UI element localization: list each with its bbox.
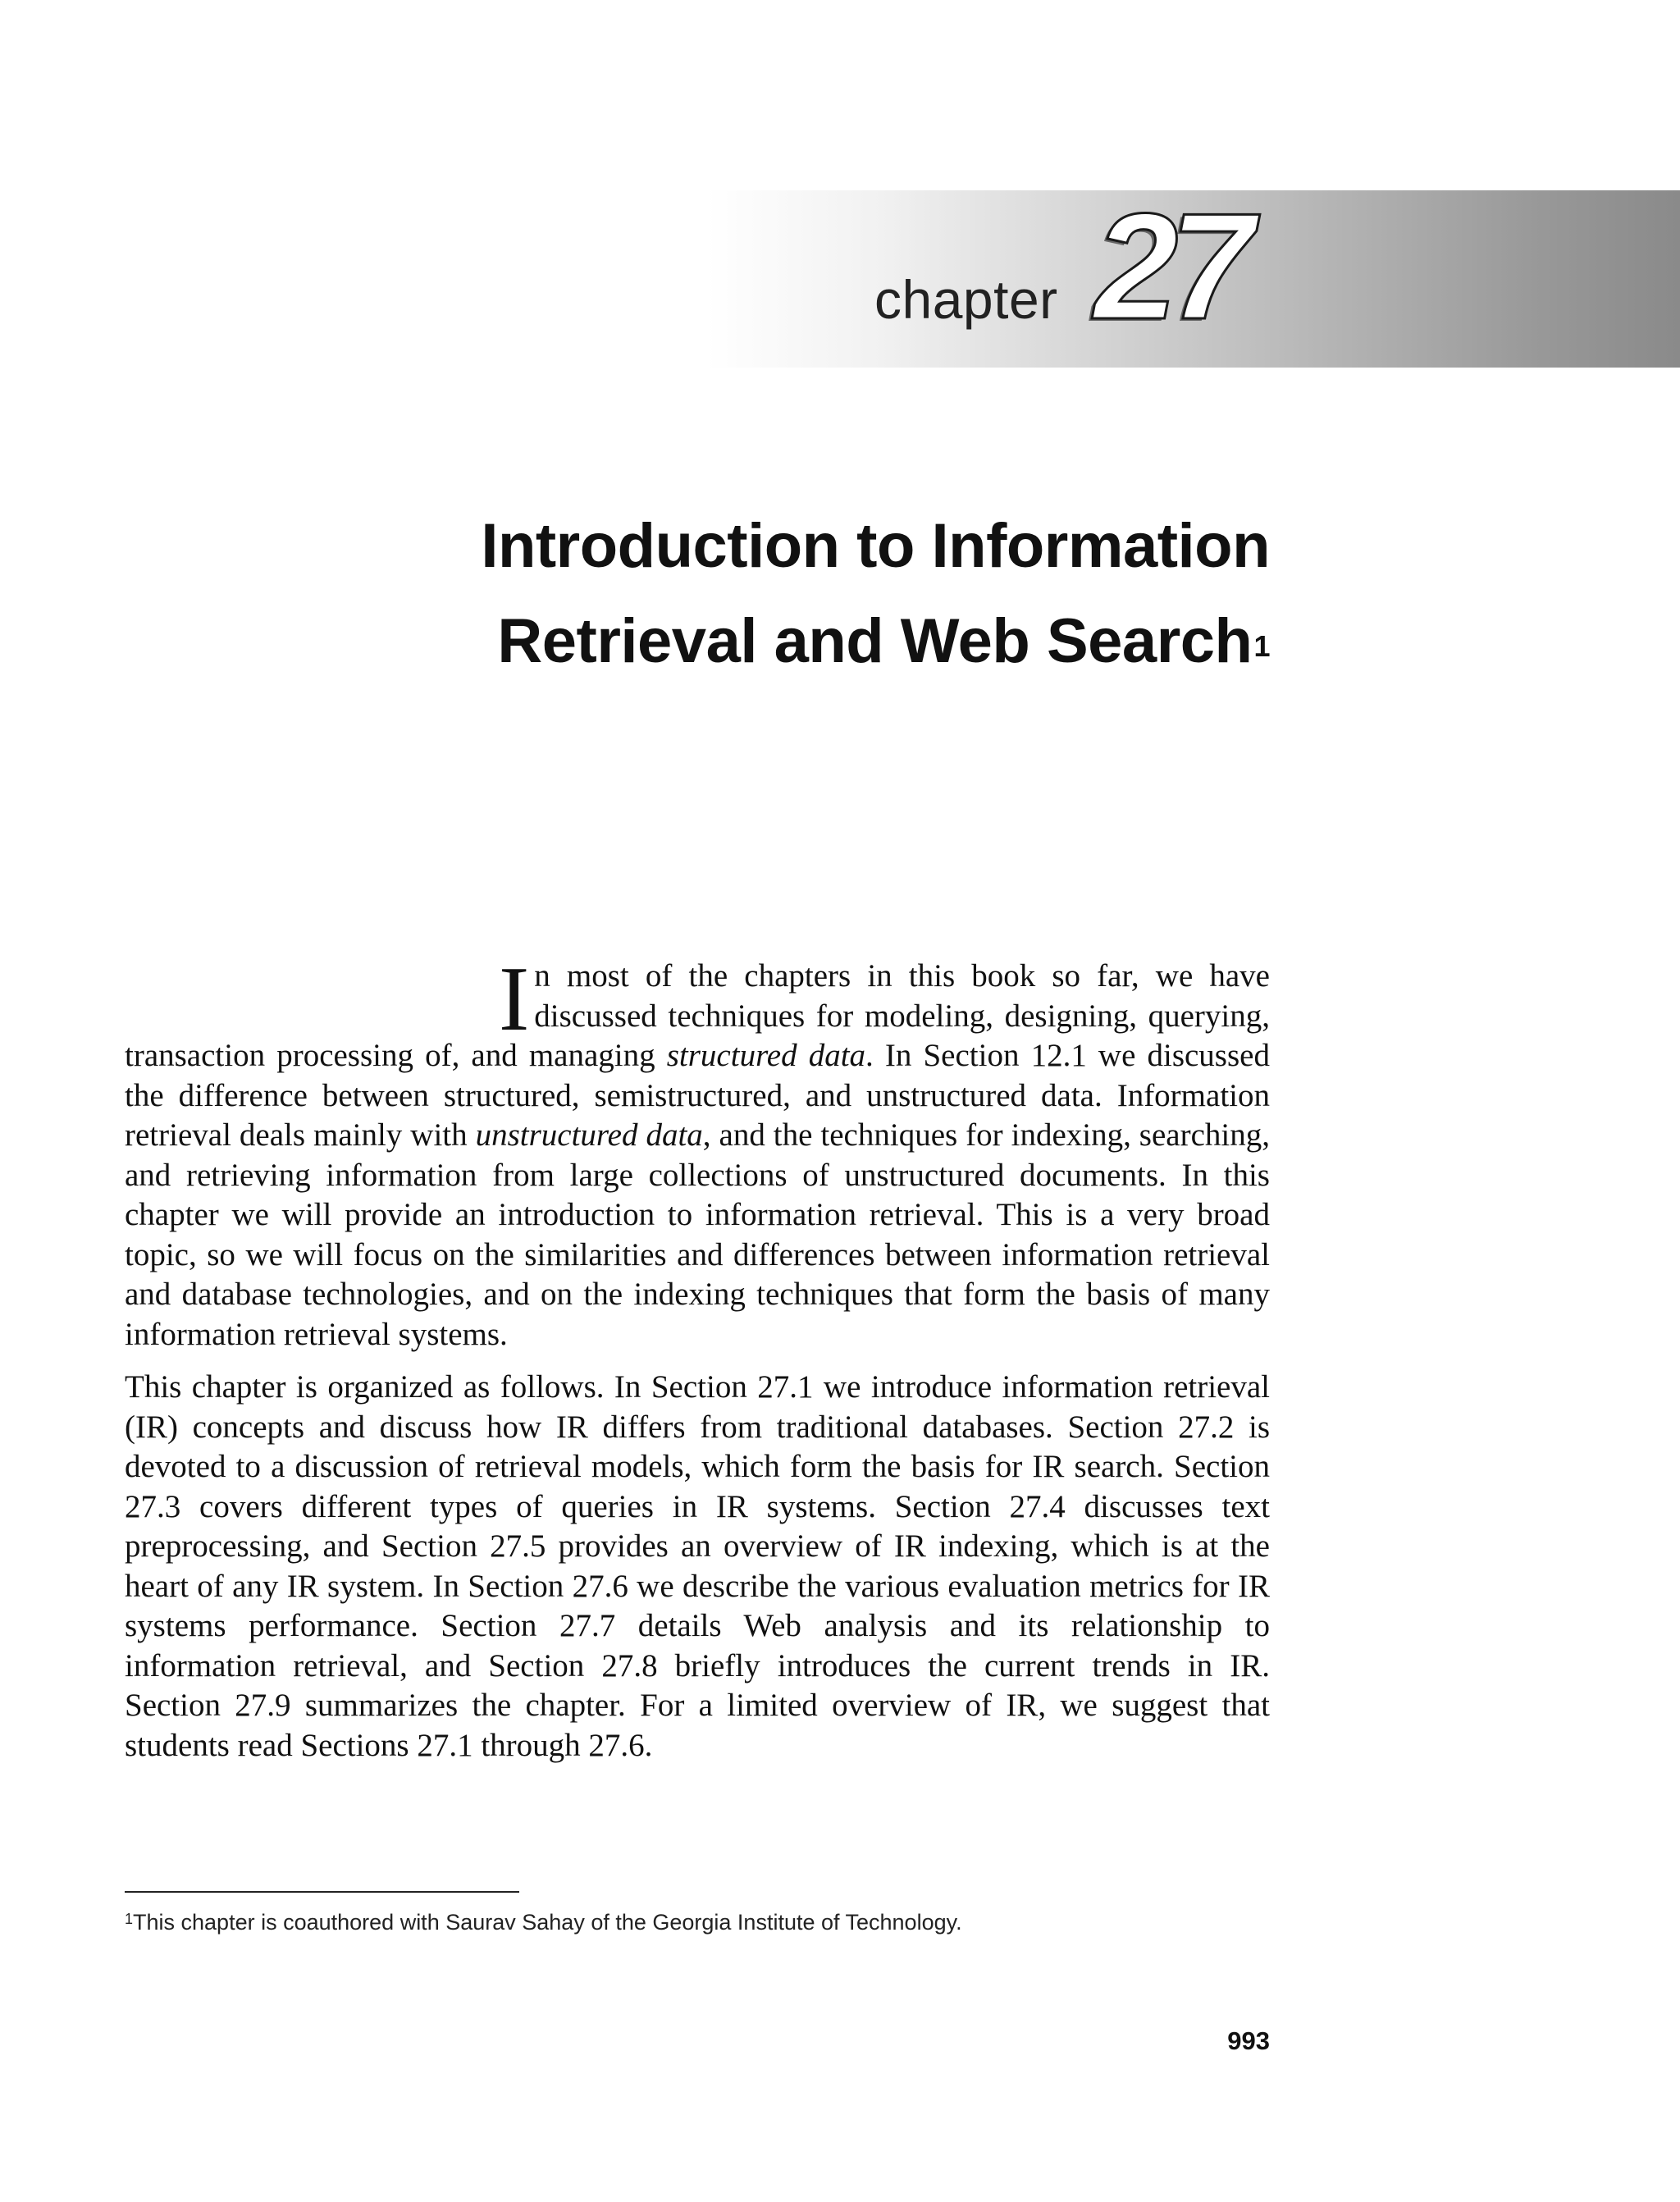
intro-text-3: , and the techniques for indexing, searching, and retrieving information from large collections of unstructured documents. In this chapter we will provide an introduction to information retrieval. This is a very broad topic, so we will focus on the similarities and differences between information retrieval and database technologies, and on the indexing techniques that form the basis of many information retrieval systems. <box>125 1117 1270 1352</box>
chapter-title-line-2 <box>203 594 1270 689</box>
page-number: 993 <box>1227 2026 1270 2055</box>
drop-cap: I <box>499 948 530 1050</box>
emphasis-structured-data: structured data <box>666 1038 866 1073</box>
body-text <box>125 948 1270 1766</box>
intro-text-1: n most of the chapters in this book so far, we have discussed techniques for modeling, designing, querying, transaction processing of, and managing <box>125 958 1270 1073</box>
emphasis-unstructured-data: unstructured data <box>475 1117 703 1153</box>
footnote-text: This chapter is coauthored with Saurav Sahay of the Georgia Institute of Technology. <box>133 1910 962 1935</box>
chapter-number: 27 <box>1094 181 1246 350</box>
chapter-label: chapter <box>874 269 1058 330</box>
footnote-mark: 1 <box>125 1911 134 1927</box>
chapter-title-line-2-text: Retrieval and Web Search <box>497 606 1253 676</box>
footnote-divider <box>125 1891 519 1893</box>
intro-paragraph <box>125 948 1270 1355</box>
chapter-title <box>203 499 1270 689</box>
footnote <box>125 1907 962 1937</box>
title-footnote-mark[interactable]: 1 <box>1253 629 1270 663</box>
organization-paragraph: This chapter is organized as follows. In Section 27.1 we introduce information retrieval (IR) concepts and discuss how IR differs from traditional databases. Section 27.2 is devoted to a discussion of retrieval models, which form the basis for IR search. Section 27.3 covers different types of queries in IR systems. Section 27.4 discusses text preprocessing, and Section 27.5 provides an overview of IR indexing, which is at the heart of any IR system. In Section 27.6 we describe the various evaluation metrics for IR systems performance. Section 27.7 details Web analysis and its relationship to information retrieval, and Section 27.8 briefly introduces the current trends in IR. Section 27.9 summarizes the chapter. For a limited overview of IR, we suggest that students read Sections 27.1 through 27.6. <box>125 1369 1270 1763</box>
intro-text-2: . In Section 12.1 we discussed the difference between structured, semistructured, and unstructured data. Information retrieval deals mainly with <box>125 1038 1270 1153</box>
chapter-title-line-1: Introduction to Information <box>481 511 1270 581</box>
